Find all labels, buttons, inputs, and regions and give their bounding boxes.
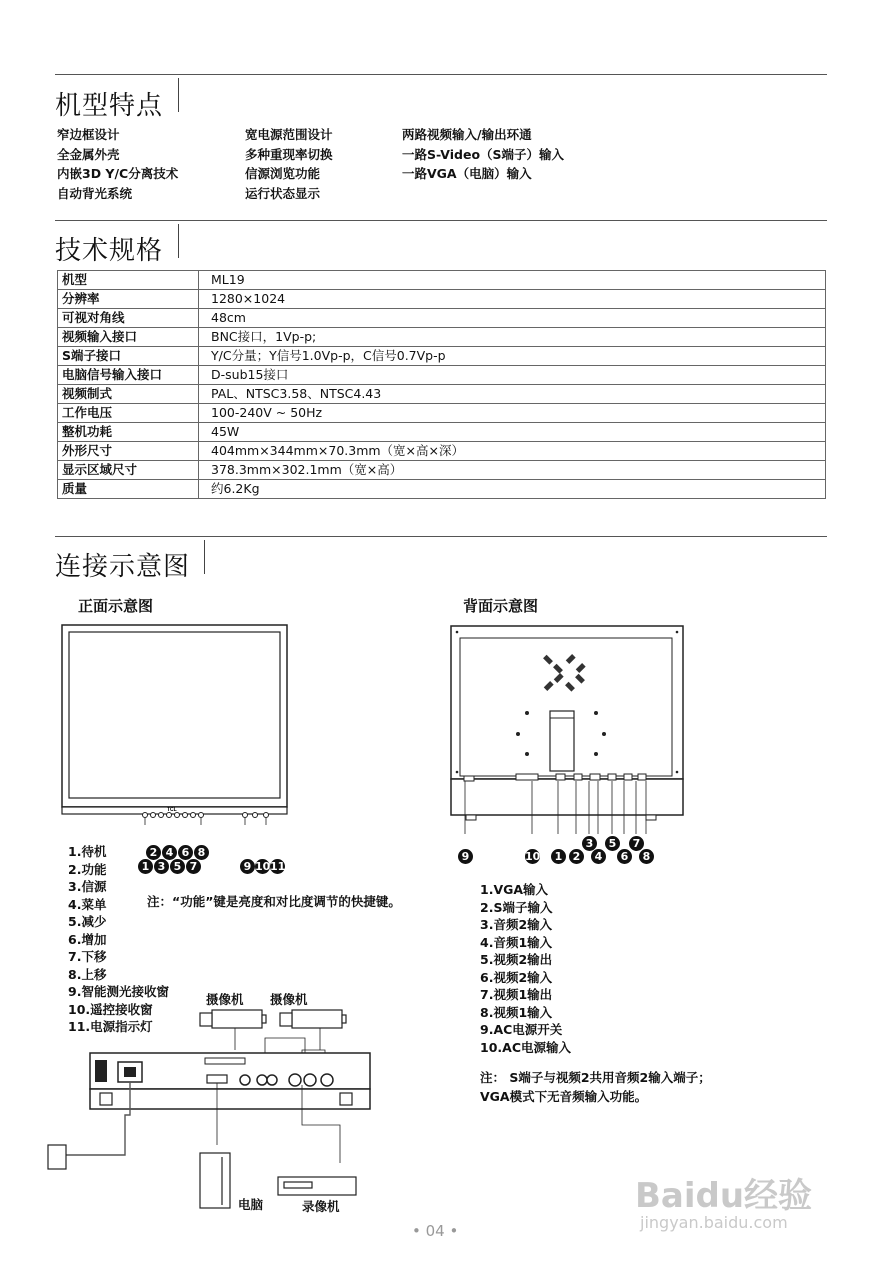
spec-key: 机型	[58, 271, 199, 290]
legend-item: 1.待机	[68, 844, 107, 859]
spec-value: 378.3mm×302.1mm（宽×高）	[199, 461, 826, 480]
back-monitor-illustration	[448, 624, 688, 834]
legend-item: 7.下移	[68, 949, 107, 964]
spec-value: 约6.2Kg	[199, 480, 826, 499]
legend-item: 9.智能测光接收窗	[68, 984, 169, 999]
legend-item: 8.上移	[68, 966, 107, 982]
title-bar	[204, 540, 205, 574]
watermark-url: jingyan.baidu.com	[640, 1213, 788, 1232]
spec-table	[57, 270, 826, 499]
pc-label: 电脑	[238, 1197, 264, 1212]
legend-item: 10.遥控接收窗	[68, 1001, 153, 1017]
back-bottom-panel	[451, 779, 683, 815]
spec-value: BNC接口，1Vp-p;	[199, 328, 826, 347]
front-note: 注：“功能”键是亮度和对比度调节的快捷键。	[147, 894, 401, 909]
legend-item: 10.AC电源输入	[480, 1039, 571, 1055]
features-col-3	[402, 125, 564, 184]
spec-key: 显示区域尺寸	[58, 461, 199, 480]
camera-1-label: 摄像机	[206, 992, 244, 1007]
spec-row	[58, 328, 826, 347]
section-title-features: 机型特点	[55, 91, 164, 121]
legend-item: 3.信源	[68, 879, 107, 894]
callout-badge: 9	[240, 859, 255, 874]
callout-badge: 6	[178, 845, 193, 860]
spec-row	[58, 271, 826, 290]
features-col-1	[57, 125, 178, 203]
legend-item: 5.减少	[68, 914, 107, 929]
callout-badge: 2	[146, 845, 161, 860]
legend-item: 11.电源指示灯	[68, 1019, 153, 1034]
spec-key: 质量	[58, 480, 199, 499]
legend-item: 3.音频2输入	[480, 917, 553, 932]
front-callouts-right	[240, 859, 300, 874]
spec-key: 工作电压	[58, 404, 199, 423]
callout-badge: 10	[255, 860, 271, 873]
spec-value: D-sub15接口	[199, 366, 826, 385]
spec-key: 整机功耗	[58, 423, 199, 442]
spec-value: 404mm×344mm×70.3mm（宽×高×深）	[199, 442, 826, 461]
callout-badge: 7	[186, 859, 201, 874]
watermark-brand: Baidu经验	[635, 1176, 813, 1216]
callout-badge: 11	[270, 860, 286, 873]
callout-badge: 1	[138, 859, 153, 874]
camera-2-label: 摄像机	[270, 992, 308, 1007]
spec-key: 可视对角线	[58, 309, 199, 328]
legend-item: 5.视频2输出	[480, 952, 553, 967]
feature-item: 自动背光系统	[57, 185, 133, 201]
camera-icon	[200, 1010, 266, 1028]
legend-item: 6.视频2输入	[480, 969, 553, 985]
divider	[55, 220, 827, 221]
spec-row	[58, 461, 826, 480]
spec-row	[58, 366, 826, 385]
spec-value: 1280×1024	[199, 290, 826, 309]
back-callouts	[455, 837, 665, 864]
spec-row	[58, 404, 826, 423]
feature-item: 一路S-Video（S端子）输入	[402, 146, 565, 162]
spec-key: S端子接口	[58, 347, 199, 366]
legend-item: 8.视频1输入	[480, 1004, 553, 1020]
spec-key: 外形尺寸	[58, 442, 199, 461]
callout-badge: 3	[154, 859, 169, 874]
monitor-screen	[69, 632, 280, 798]
spec-row	[58, 385, 826, 404]
brand-logo: TCL	[167, 807, 177, 813]
feature-item: 信源浏览功能	[245, 166, 321, 181]
features-col-2	[245, 125, 333, 203]
divider	[55, 74, 827, 75]
callout-badge: 6	[617, 849, 632, 864]
legend-item: 4.音频1输入	[480, 934, 553, 950]
callout-badge: 8	[194, 845, 209, 860]
spec-key: 视频输入接口	[58, 328, 199, 347]
divider	[55, 536, 827, 537]
spec-key: 电脑信号输入接口	[58, 366, 199, 385]
spec-value: ML19	[199, 271, 826, 290]
spec-value: 45W	[199, 423, 826, 442]
page-number: • 04 •	[412, 1222, 459, 1240]
note-line: 注： S端子与视频2共用音频2输入端子；	[480, 1070, 711, 1085]
spec-value: Y/C分量；Y信号1.0Vp-p，C信号0.7Vp-p	[199, 347, 826, 366]
legend-item: 6.增加	[68, 931, 107, 947]
back-view-title: 背面示意图	[463, 597, 539, 615]
feature-item: 内嵌3D Y/C分离技术	[57, 166, 179, 181]
legend-item: 4.菜单	[68, 896, 107, 912]
spec-row	[58, 442, 826, 461]
callout-badge: 4	[591, 849, 606, 864]
title-bar	[178, 78, 179, 112]
feature-item: 两路视频输入/输出环通	[402, 127, 532, 142]
vcr-icon	[278, 1177, 356, 1195]
back-note	[480, 1068, 711, 1106]
vga-port	[207, 1075, 227, 1083]
callout-badge: 4	[162, 845, 177, 860]
callout-badge: 5	[170, 859, 185, 874]
camera-icon	[280, 1010, 346, 1028]
feature-item: 多种重现率切换	[245, 146, 333, 162]
spec-key: 分辨率	[58, 290, 199, 309]
legend-item: 2.功能	[68, 861, 107, 877]
feature-item: 运行状态显示	[245, 185, 321, 201]
legend-item: 1.VGA输入	[480, 882, 549, 897]
callout-badge: 1	[551, 849, 566, 864]
spec-row	[58, 423, 826, 442]
computer-icon	[200, 1153, 230, 1208]
spec-row	[58, 347, 826, 366]
callout-badge: 9	[458, 849, 473, 864]
spec-key: 视频制式	[58, 385, 199, 404]
section-title-connection: 连接示意图	[55, 552, 191, 582]
front-monitor-illustration	[55, 620, 295, 830]
spec-row	[58, 309, 826, 328]
spec-value: PAL、NTSC3.58、NTSC4.43	[199, 385, 826, 404]
stand-mount	[550, 711, 574, 771]
callout-badge: 3	[582, 836, 597, 851]
legend-item: 2.S端子输入	[480, 899, 553, 915]
spec-value: 100-240V ~ 50Hz	[199, 404, 826, 423]
feature-item: 全金属外壳	[57, 146, 120, 162]
legend-item: 9.AC电源开关	[480, 1022, 563, 1037]
connection-diagram	[40, 1005, 380, 1215]
section-title-specs: 技术规格	[55, 236, 164, 266]
feature-item: 一路VGA（电脑）输入	[402, 166, 532, 181]
spec-value: 48cm	[199, 309, 826, 328]
back-legend	[480, 881, 571, 1056]
callout-badge: 2	[569, 849, 584, 864]
note-line: VGA模式下无音频输入功能。	[480, 1089, 648, 1104]
spec-row	[58, 480, 826, 499]
callout-badge: 5	[605, 836, 620, 851]
spec-row	[58, 290, 826, 309]
feature-item: 宽电源范围设计	[245, 127, 333, 142]
vcr-label: 录像机	[302, 1199, 340, 1214]
title-bar	[178, 224, 179, 258]
front-view-title: 正面示意图	[78, 597, 154, 615]
callout-badge: 8	[639, 849, 654, 864]
feature-item: 窄边框设计	[57, 127, 120, 142]
power-switch	[95, 1060, 107, 1082]
wall-socket	[48, 1145, 66, 1169]
callout-badge: 7	[629, 836, 644, 851]
legend-item: 7.视频1输出	[480, 987, 553, 1002]
callout-badge: 10	[525, 850, 541, 863]
